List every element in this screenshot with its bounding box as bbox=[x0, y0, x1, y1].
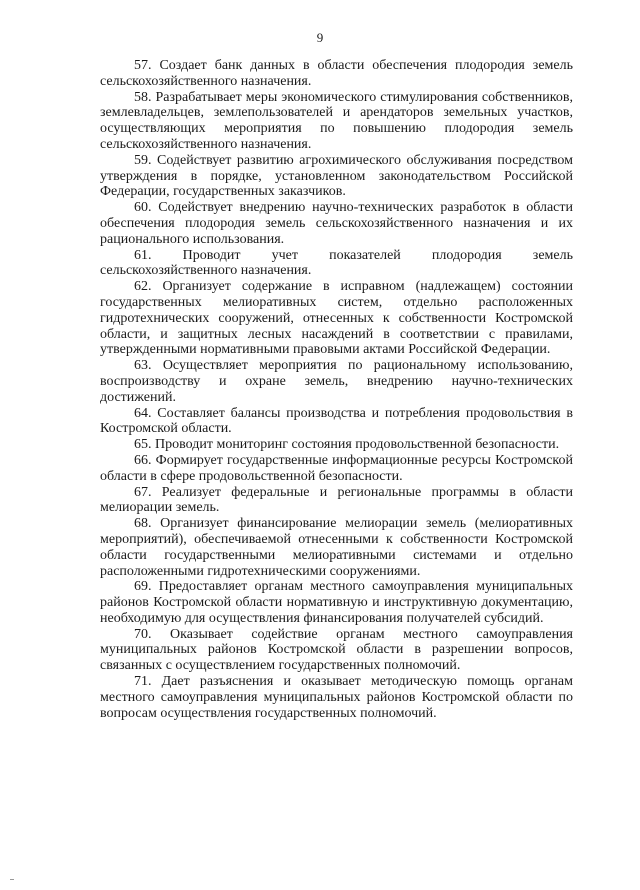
paragraph-64: 64. Составляет балансы производства и потребления продовольствия в Костромской области. bbox=[100, 405, 573, 437]
paragraph-70: 70. Оказывает содействие органам местного самоуправления муниципальных районов Костромской области в разрешении вопросов, связанных с осуществлением государственных полномочий. bbox=[100, 626, 573, 674]
paragraph-65: 65. Проводит мониторинг состояния продовольственной безопасности. bbox=[134, 437, 560, 453]
page-number: 9 bbox=[316, 30, 324, 45]
document-body bbox=[100, 58, 573, 721]
paragraph-68: 68. Организует финансирование мелиорации земель (мелиоративных мероприятий), обеспечиваемой отнесенными к собственности Костромской области государственными мелиоративными системами и отдельно расположенными гидротехническими сооружениями. bbox=[100, 516, 573, 579]
paragraph-63: 63. Осуществляет мероприятия по рациональному использованию, воспроизводству и охране земель, внедрению научно-технических достижений. bbox=[100, 358, 573, 405]
paragraph-58: 58. Разрабатывает меры экономического стимулирования собственников, землевладельцев, землепользователей и арендаторов земельных участков, осуществляющих мероприятия по повышению плодородия земель сельскохозяйственного назначения. bbox=[100, 89, 573, 152]
paragraph-57: 57. Создает банк данных в области обеспечения плодородия земель сельскохозяйственного назначения. bbox=[100, 58, 573, 89]
paragraph-71: 71. Дает разъяснения и оказывает методическую помощь органам местного самоуправления муниципальных районов Костромской области по вопросам осуществления государственных полномочий. bbox=[100, 674, 573, 721]
paragraph-62: 62. Организует содержание в исправном (надлежащем) состоянии государственных мелиоративных систем, отдельно расположенных гидротехнических сооружений, отнесенных к собственности Костромской области, и защитных лесных насаждений в соответствии с правилами, утвержденными нормативными правовыми актами Российской Федерации. bbox=[100, 279, 573, 358]
paragraph-59: 59. Содействует развитию агрохимического обслуживания посредством утверждения в порядке, установленном законодательством Российской Федерации, государственных заказчиков. bbox=[100, 152, 573, 200]
paragraph-61: 61. Проводит учет показателей плодородия земель сельскохозяйственного назначения. bbox=[100, 247, 573, 279]
scan-artifact-mark bbox=[10, 879, 14, 880]
paragraph-60: 60. Содействует внедрению научно-технических разработок в области обеспечения плодородия земель сельскохозяйственного назначения и их рационального использования. bbox=[100, 200, 573, 247]
paragraph-69: 69. Предоставляет органам местного самоуправления муниципальных районов Костромской области нормативную и инструктивную документацию, необходимую для осуществления финансирования получателей субсидий. bbox=[100, 579, 573, 626]
paragraph-67: 67. Реализует федеральные и региональные программы в области мелиорации земель. bbox=[100, 484, 573, 516]
paragraph-66: 66. Формирует государственные информационные ресурсы Костромской области в сфере продовольственной безопасности. bbox=[100, 452, 573, 484]
